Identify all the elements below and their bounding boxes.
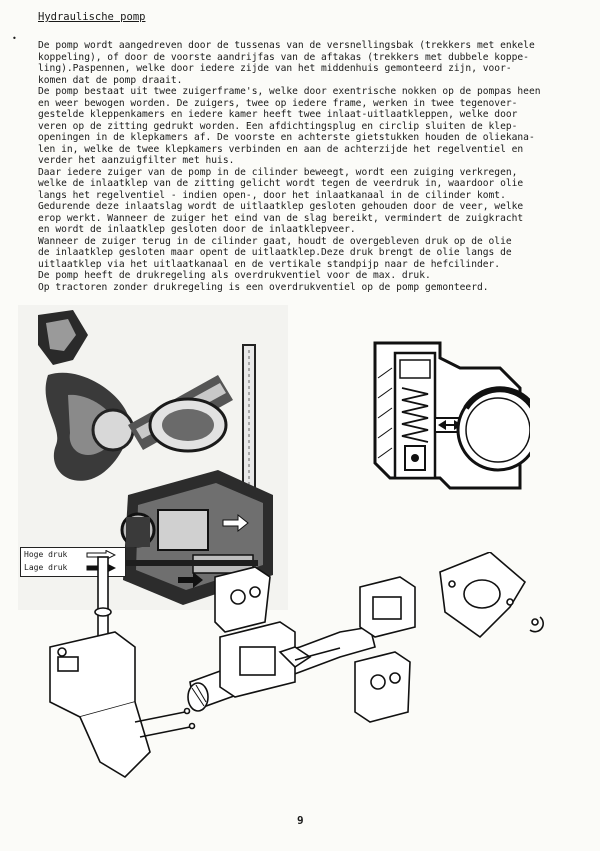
pump-exploded-view-diagram [40, 552, 560, 802]
page-number: 9 [297, 814, 304, 827]
page-title: Hydraulische pomp [38, 11, 146, 23]
text-line: De pomp wordt aangedreven door de tussenas van de versnellingsbak (trekkers met enkele [38, 40, 535, 51]
text-line: koppeling), of door de voorste aandrijfas van de aftakas (trekkers met dubbele koppe- [38, 51, 529, 63]
text-line: veren op de zitting gedrukt worden. Een afdichtingsplug en circlip sluiten de klep- [38, 120, 518, 132]
text-line: welke de inlaatklep van de zitting gelicht wordt tegen de veerdruk in, waardoor olie [38, 178, 524, 189]
text-line: De pomp heeft de drukregeling als overdrukventiel voor de max. druk. [38, 270, 431, 281]
text-line: Daar iedere zuiger van de pomp in de cilinder beweegt, wordt een zuiging verkregen, [38, 166, 518, 178]
text-line: verder het aanzuigfilter met huis. [38, 155, 235, 166]
text-line: de inlaatklep gesloten maar opent de uitlaatklep.Deze druk brengt de olie langs de [38, 247, 512, 258]
legend-low-label: Lage druk [24, 563, 68, 572]
text-line: erop werkt. Wanneer de zuiger het eind van de slag bereikt, vermindert de zuigkracht [38, 212, 524, 224]
text-line: Wanneer de zuiger terug in de cilinder gaat, houdt de overgebleven druk op de olie [38, 235, 512, 247]
text-line: De pomp bestaat uit twee zuigerframe's, welke door exentrische nokken op de pompas heen [38, 86, 541, 97]
text-line: uitlaatklep via het uitlaatkanaal en de vertikale standpijp naar de hefcilinder. [38, 258, 501, 270]
margin-mark: • [12, 34, 17, 43]
text-line: komen dat de pomp draait. [38, 74, 183, 86]
text-line: openingen in de klepkamers af. De voorste en achterste gietstukken houden de oliekana- [38, 132, 535, 143]
text-line: en weer bewogen worden. De zuigers, twee op iedere frame, werken in twee tegenover- [38, 97, 518, 109]
text-line: ling).Paspennen, welke door iedere zijde van het middenhuis gemonteerd zijn, voor- [38, 63, 512, 74]
text-line: gestelde kleppenkamers en iedere kamer heeft twee inlaat-uitlaatkleppen, welke door [38, 109, 518, 120]
text-line: langs het regelventiel - indien open-, door het inlaatkanaal in de cilinder komt. [38, 189, 506, 201]
legend-high-label: Hoge druk [24, 550, 68, 559]
text-line: Gedurende deze inlaatslag wordt de uitlaatklep gesloten gehouden door de veer, welke [38, 201, 524, 212]
body-text [38, 40, 578, 293]
text-line: Op tractoren zonder drukregeling is een overdrukventiel op de pomp gemonteerd. [38, 281, 489, 293]
valve-chamber-section-diagram [370, 338, 530, 498]
text-line: en wordt de inlaatklep gesloten door de inlaatklepveer. [38, 224, 356, 235]
text-line: len in, welke de twee klepkamers verbinden en aan de achterzijde het regelventiel en [38, 143, 524, 155]
